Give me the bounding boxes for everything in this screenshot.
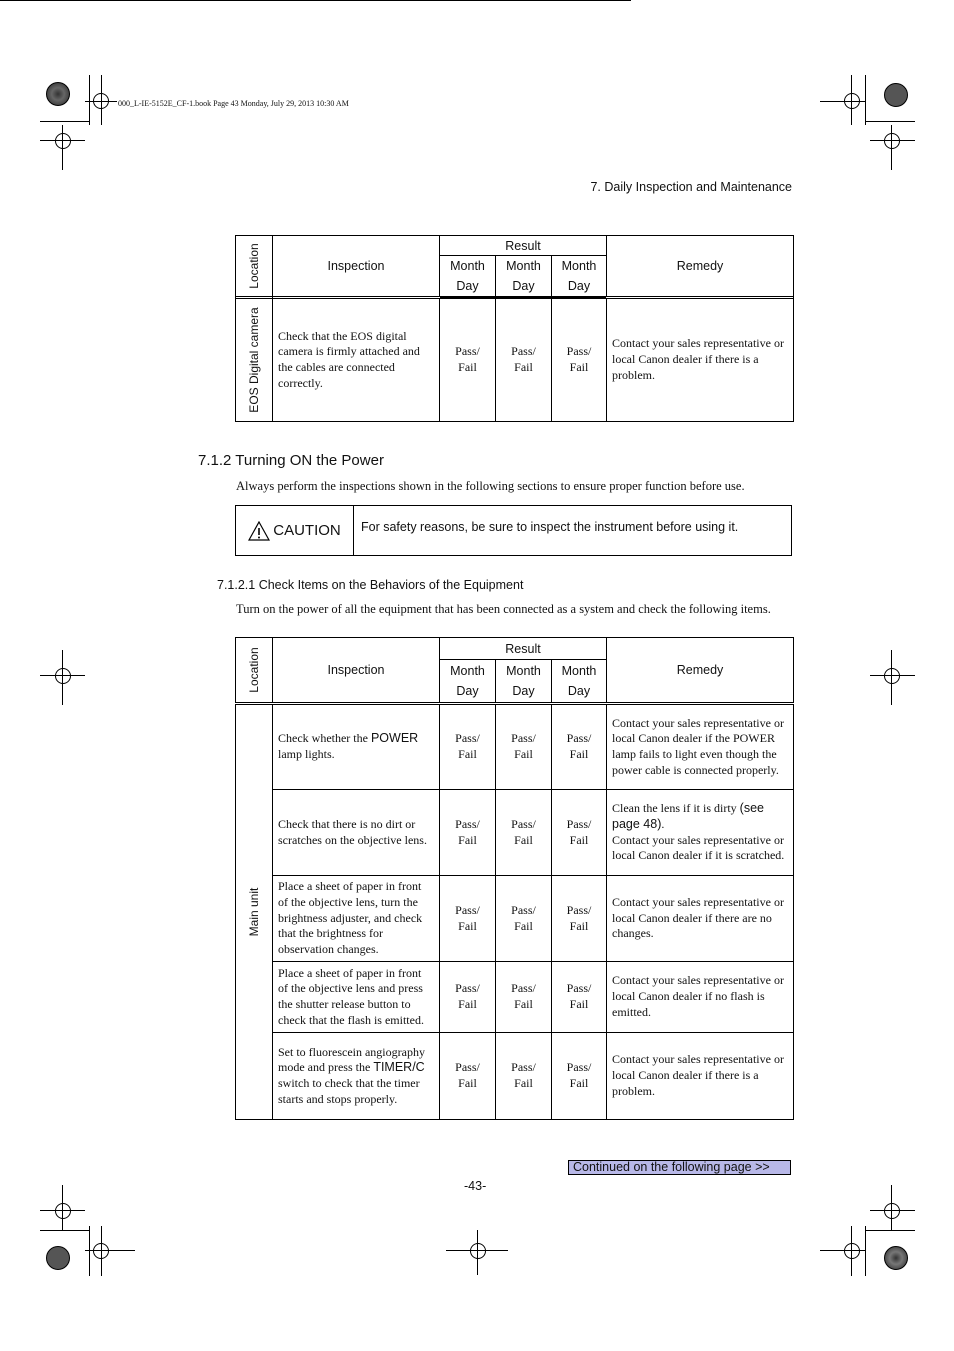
location-header: Location bbox=[236, 638, 273, 704]
caution-text: For safety reasons, be sure to inspect the instrument before using it. bbox=[361, 520, 739, 534]
result-cell: Pass/ Fail bbox=[496, 790, 552, 876]
inspection-cell: Place a sheet of paper in front of the objective lens, turn the brightness adjuster, and check that the brightness for observation changes. bbox=[273, 876, 440, 962]
table-row bbox=[236, 790, 794, 876]
crosshair-icon bbox=[844, 93, 860, 109]
result-cell: Pass/ Fail bbox=[552, 790, 607, 876]
remedy-cell: Contact your sales representative or local Canon dealer if there is a problem. bbox=[607, 298, 794, 422]
inspection-header: Inspection bbox=[273, 638, 440, 704]
crosshair-icon bbox=[55, 133, 71, 149]
warning-triangle-icon bbox=[248, 521, 270, 541]
month-day-header: Month Day bbox=[496, 256, 552, 298]
result-cell: Pass/ Fail bbox=[440, 298, 496, 422]
result-cell: Pass/ Fail bbox=[496, 962, 552, 1033]
crosshair-icon bbox=[844, 1243, 860, 1259]
result-cell: Pass/ Fail bbox=[496, 704, 552, 790]
inspection-cell: Place a sheet of paper in front of the objective lens and press the shutter release button to check that the flash is emitted. bbox=[273, 962, 440, 1033]
remedy-cell: Contact your sales representative or local Canon dealer if the POWER lamp fails to light even though the power cable is connected properly. bbox=[607, 704, 794, 790]
crosshair-icon bbox=[93, 93, 109, 109]
registration-circle-icon bbox=[46, 82, 70, 106]
registration-circle-icon bbox=[884, 1246, 908, 1270]
remedy-cell: Contact your sales representative or local Canon dealer if no flash is emitted. bbox=[607, 962, 794, 1033]
caution-label: CAUTION bbox=[236, 506, 354, 555]
caution-box bbox=[235, 505, 792, 556]
table-row bbox=[236, 704, 794, 790]
table-row bbox=[236, 298, 794, 422]
page-reference-link[interactable]: (see page 48) bbox=[612, 801, 764, 831]
month-day-header: Month Day bbox=[552, 660, 607, 704]
continued-notice[interactable]: Continued on the following page >> bbox=[568, 1160, 791, 1175]
inspection-cell: Check that there is no dirt or scratches on the objective lens. bbox=[273, 790, 440, 876]
inspection-cell: Check whether the POWER lamp lights. bbox=[273, 704, 440, 790]
registration-circle-icon bbox=[884, 83, 908, 107]
registration-circle-icon bbox=[46, 1246, 70, 1270]
inspection-table-camera bbox=[235, 235, 794, 422]
remedy-header: Remedy bbox=[607, 236, 794, 298]
section-title: 7.1.2 Turning ON the Power bbox=[198, 452, 384, 469]
result-cell: Pass/ Fail bbox=[552, 1033, 607, 1120]
result-cell: Pass/ Fail bbox=[440, 962, 496, 1033]
remedy-header: Remedy bbox=[607, 638, 794, 704]
result-cell: Pass/ Fail bbox=[552, 962, 607, 1033]
result-cell: Pass/ Fail bbox=[496, 1033, 552, 1120]
inspection-table-main-unit bbox=[235, 637, 794, 1120]
file-info: 000_L-IE-5152E_CF-1.book Page 43 Monday, July 29, 2013 10:30 AM bbox=[118, 99, 349, 108]
month-day-header: Month Day bbox=[552, 256, 607, 298]
table-row bbox=[236, 962, 794, 1033]
inspection-header: Inspection bbox=[273, 236, 440, 298]
result-header: Result bbox=[440, 236, 607, 256]
month-day-header: Month Day bbox=[440, 256, 496, 298]
result-cell: Pass/ Fail bbox=[552, 704, 607, 790]
inspection-cell: Set to fluorescein angiography mode and press the TIMER/C switch to check that the timer starts and stops properly. bbox=[273, 1033, 440, 1120]
crosshair-icon bbox=[884, 1203, 900, 1219]
chapter-title: 7. Daily Inspection and Maintenance bbox=[590, 180, 792, 194]
crosshair-icon bbox=[884, 133, 900, 149]
header-divider bbox=[0, 0, 631, 1]
subsection-title: 7.1.2.1 Check Items on the Behaviors of the Equipment bbox=[217, 578, 524, 592]
result-cell: Pass/ Fail bbox=[440, 704, 496, 790]
inspection-cell: Check that the EOS digital camera is firmly attached and the cables are connected correctly. bbox=[273, 298, 440, 422]
location-cell: Main unit bbox=[236, 704, 273, 1120]
section-intro: Always perform the inspections shown in the following sections to ensure proper function before use. bbox=[236, 479, 745, 493]
month-day-header: Month Day bbox=[496, 660, 552, 704]
crosshair-icon bbox=[884, 668, 900, 684]
result-cell: Pass/ Fail bbox=[440, 1033, 496, 1120]
page-number: -43- bbox=[464, 1179, 487, 1193]
subsection-intro: Turn on the power of all the equipment that has been connected as a system and check the following items. bbox=[236, 602, 771, 616]
result-header: Result bbox=[440, 638, 607, 660]
table-row bbox=[236, 1033, 794, 1120]
result-cell: Pass/ Fail bbox=[440, 876, 496, 962]
result-cell: Pass/ Fail bbox=[552, 298, 607, 422]
crosshair-icon bbox=[55, 668, 71, 684]
month-day-header: Month Day bbox=[440, 660, 496, 704]
location-header: Location bbox=[236, 236, 273, 298]
result-cell: Pass/ Fail bbox=[552, 876, 607, 962]
remedy-cell: Clean the lens if it is dirty (see page 48). Contact your sales representative or local Canon dealer if it is scratched. bbox=[607, 790, 794, 876]
result-cell: Pass/ Fail bbox=[496, 298, 552, 422]
remedy-cell: Contact your sales representative or local Canon dealer if there is a problem. bbox=[607, 1033, 794, 1120]
crosshair-icon bbox=[93, 1243, 109, 1259]
location-cell: EOS Digital camera bbox=[236, 298, 273, 422]
table-row bbox=[236, 876, 794, 962]
result-cell: Pass/ Fail bbox=[496, 876, 552, 962]
remedy-cell: Contact your sales representative or local Canon dealer if there are no changes. bbox=[607, 876, 794, 962]
crosshair-icon bbox=[470, 1243, 486, 1259]
crosshair-icon bbox=[55, 1203, 71, 1219]
result-cell: Pass/ Fail bbox=[440, 790, 496, 876]
